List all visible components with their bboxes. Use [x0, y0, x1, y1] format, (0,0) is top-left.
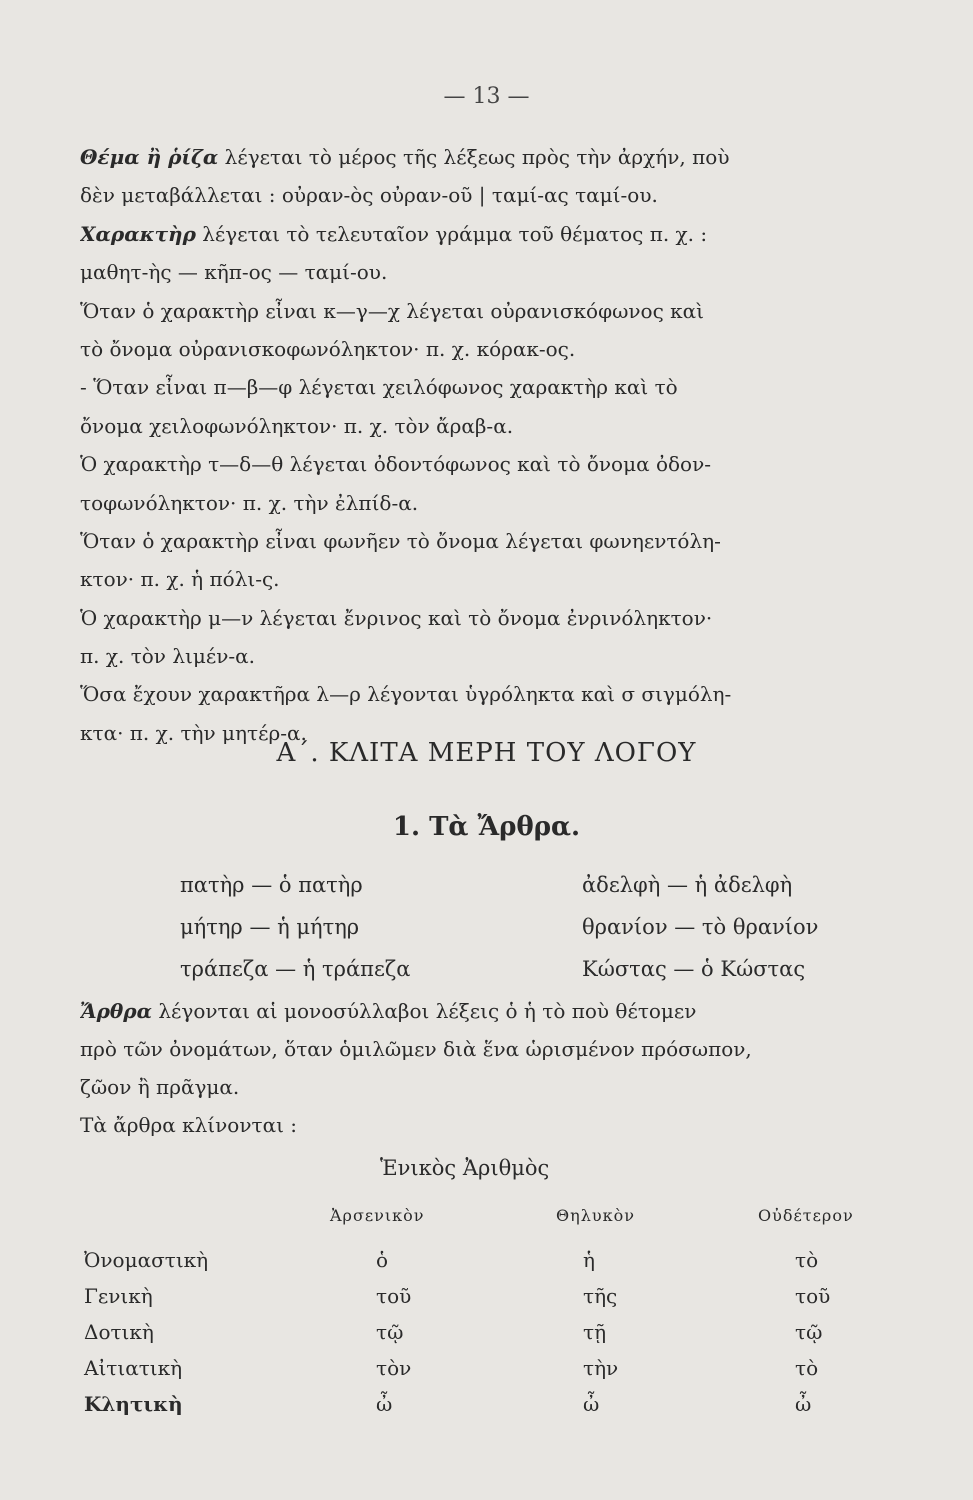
text-line: τὸ ὄνομα οὐρανισκοφωνόληκτον· π. χ. κόρακ-ος. [80, 336, 576, 361]
subsection-title: 1. Τὰ Ἄρθρα. [392, 812, 581, 842]
section-title: Α΄. ΚΛΙΤΑ ΜΕΡΗ ΤΟΥ ΛΟΓΟΥ [276, 738, 697, 768]
example-item: μήτηρ — ἡ μήτηρ [180, 915, 360, 939]
case-label: Κλητικὴ [84, 1392, 183, 1416]
example-item: ἀδελφὴ — ἡ ἀδελφὴ [582, 873, 793, 897]
table-cell: ὦ [795, 1392, 812, 1416]
text-line: Ἄρθρα λέγονται αἱ μονοσύλλαβοι λέξεις ὁ ἡ τὸ ποὺ θέτομεν [80, 999, 697, 1023]
text-line: πρὸ τῶν ὀνομάτων, ὅταν ὁμιλῶμεν διὰ ἕνα ὡρισμένον πρόσωπον, [80, 1037, 752, 1061]
text-line: - Ὅταν εἶναι π—β—φ λέγεται χειλόφωνος χαρακτὴρ καὶ τὸ [80, 375, 678, 400]
table-cell: τὸ [795, 1248, 819, 1272]
example-item: πατὴρ — ὁ πατὴρ [180, 873, 363, 897]
text-line: Ὁ χαρακτὴρ τ—δ—θ λέγεται ὀδοντόφωνος καὶ τὸ ὄνομα ὀδον- [80, 452, 711, 477]
table-cell: ἡ [583, 1248, 595, 1272]
case-label: Αἰτιατικὴ [84, 1356, 183, 1380]
table-cell: τῷ [795, 1320, 823, 1344]
table-cell: τῆς [583, 1284, 618, 1308]
table-number-label: Ἑνικὸς Ἀριθμὸς [380, 1156, 550, 1180]
table-cell: ὁ [376, 1248, 389, 1272]
table-cell: ὦ [376, 1392, 393, 1416]
page-number: — 13 — [443, 84, 530, 109]
example-item: τράπεζα — ἡ τράπεζα [180, 957, 411, 981]
text-line: Ὁ χαρακτὴρ μ—ν λέγεται ἔνρινος καὶ τὸ ὄνομα ἐνρινόληκτον· [80, 605, 713, 630]
table-cell: τὴν [583, 1356, 619, 1380]
text-line: π. χ. τὸν λιμέν-α. [80, 644, 255, 669]
text-line: τοφωνόληκτον· π. χ. τὴν ἐλπίδ-α. [80, 490, 419, 515]
case-label: Ὀνομαστικὴ [84, 1248, 209, 1272]
table-cell: τὸν [376, 1356, 412, 1380]
gender-header: Θηλυκὸν [556, 1206, 635, 1225]
table-cell: ὦ [583, 1392, 600, 1416]
text-line: μαθητ-ὴς — κῆπ-ος — ταμί-ου. [80, 260, 388, 285]
case-label: Δοτικὴ [84, 1320, 154, 1344]
table-cell: τὸ [795, 1356, 819, 1380]
text-line: κτον· π. χ. ἡ πόλι-ς. [80, 567, 280, 592]
gender-header: Ἀρσενικὸν [330, 1206, 425, 1225]
table-cell: τῇ [583, 1320, 607, 1344]
examples-left [180, 864, 410, 990]
example-item: Κώστας — ὁ Κώστας [582, 957, 806, 981]
text-line: ζῶον ἢ πρᾶγμα. [80, 1075, 240, 1099]
table-cell: τοῦ [376, 1284, 412, 1308]
table-cell: τῷ [376, 1320, 404, 1344]
text-line: Ὅταν ὁ χαρακτὴρ εἶναι κ—γ—χ λέγεται οὐρανισκόφωνος καὶ [80, 298, 705, 323]
examples-right [582, 864, 818, 990]
text-line: Θέμα ἢ ῥίζα λέγεται τὸ μέρος τῆς λέξεως πρὸς τὴν ἀρχήν, ποὺ [80, 145, 730, 169]
text-line: Ὅσα ἔχουν χαρακτῆρα λ—ρ λέγονται ὑγρόληκτα καὶ σ σιγμόλη- [80, 682, 732, 707]
text-line: ὄνομα χειλοφωνόληκτον· π. χ. τὸν ἄραβ-α. [80, 413, 514, 438]
text-line: Ὅταν ὁ χαρακτὴρ εἶναι φωνῆεν τὸ ὄνομα λέγεται φωνηεντόλη- [80, 528, 721, 553]
table-cell: τοῦ [795, 1284, 831, 1308]
definition-paragraph [80, 992, 910, 1144]
gender-header: Οὐδέτερον [758, 1206, 854, 1225]
text-line: Χαρακτὴρ λέγεται τὸ τελευταῖον γράμμα τοῦ θέματος π. χ. : [80, 221, 708, 246]
case-label: Γενικὴ [84, 1284, 153, 1308]
text-line: κτα· π. χ. τὴν μητέρ-α. [80, 720, 307, 745]
text-line: δὲν μεταβάλλεται : οὐραν-ὸς οὐραν-οῦ | ταμί-ας ταμί-ου. [80, 183, 658, 208]
intro-text [80, 138, 910, 752]
example-item: θρανίον — τὸ θρανίον [582, 915, 819, 939]
text-line: Τὰ ἄρθρα κλίνονται : [80, 1113, 298, 1137]
